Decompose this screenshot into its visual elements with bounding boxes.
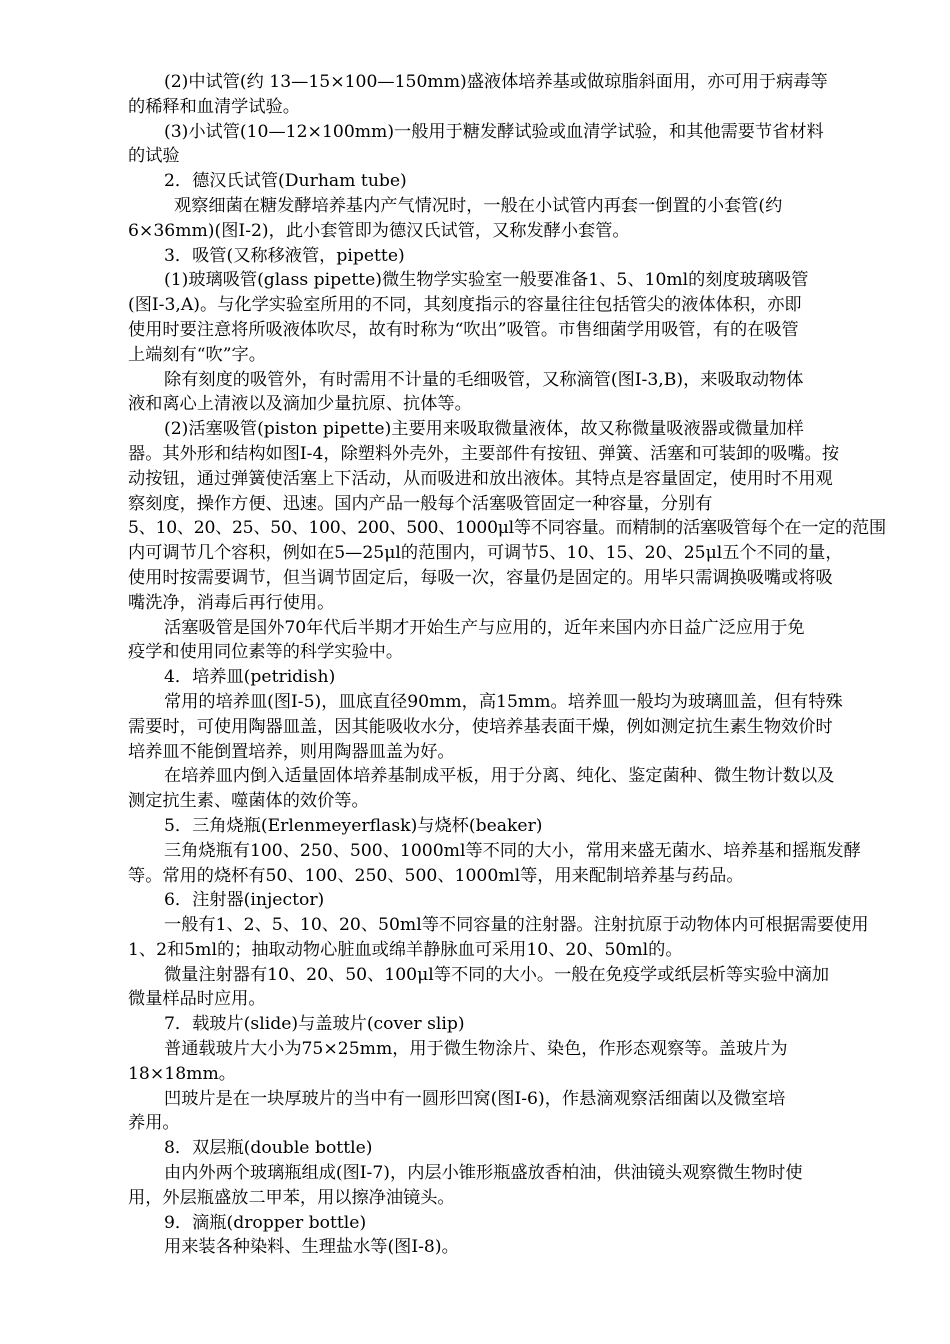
text-line: 的稀释和血清学试验。 bbox=[128, 96, 300, 117]
text-line: 除有刻度的吸管外，有时需用不计量的毛细吸管，又称滴管(图Ⅰ-3,B)，来吸取动物体 bbox=[164, 369, 804, 390]
text-line: 普通载玻片大小为75×25mm，用于微生物涂片、染色，作形态观察等。盖玻片为 bbox=[164, 1039, 788, 1060]
text-line: 5．三角烧瓶(Erlenmeyerflask)与烧杯(beaker) bbox=[164, 815, 543, 836]
text-line: (3)小试管(10—12×100mm)一般用于糖发酵试验或血清学试验，和其他需要节省材料 bbox=[164, 121, 824, 142]
text-line: 三角烧瓶有100、250、500、1000ml等不同的大小，常用来盛无菌水、培养基和摇瓶发酵 bbox=[164, 840, 861, 861]
text-line: 使用时按需要调节，但当调节固定后，每吸一次，容量仍是固定的。用毕只需调换吸嘴或将吸 bbox=[128, 567, 833, 588]
document-page bbox=[128, 70, 886, 1260]
text-line: 活塞吸管是国外70年代后半期才开始生产与应用的，近年来国内亦日益广泛应用于免 bbox=[164, 617, 805, 638]
text-line: (2)活塞吸管(piston pipette)主要用来吸取微量液体，故又称微量吸液器或微量加样 bbox=[164, 419, 804, 440]
text-line: (1)玻璃吸管(glass pipette)微生物学实验室一般要准备1、5、10ml的刻度玻璃吸管 bbox=[164, 270, 809, 291]
text-line: 微量样品时应用。 bbox=[128, 989, 266, 1010]
text-line: 培养皿不能倒置培养，则用陶器皿盖为好。 bbox=[128, 741, 455, 762]
text-line: 18×18mm。 bbox=[128, 1063, 236, 1084]
text-line: 8．双层瓶(double bottle) bbox=[164, 1138, 373, 1159]
text-line: 用来装各种染料、生理盐水等(图Ⅰ-8)。 bbox=[164, 1237, 459, 1258]
text-line: 嘴洗净，消毒后再行使用。 bbox=[128, 592, 335, 613]
text-line: 6．注射器(injector) bbox=[164, 890, 325, 911]
text-line: (图Ⅰ-3,A)。与化学实验室所用的不同，其刻度指示的容量往往包括管尖的液体体积，亦即 bbox=[128, 295, 802, 316]
text-line: 3．吸管(又称移液管，pipette) bbox=[164, 245, 405, 266]
text-line: 内可调节几个容积，例如在5—25μl的范围内，可调节5、10、15、20、25μl五个不同的量， bbox=[128, 543, 843, 564]
text-line: 5、10、20、25、50、100、200、500、1000μl等不同容量。而精制的活塞吸管每个在一定的范围 bbox=[128, 518, 886, 539]
text-line: 2．德汉氏试管(Durham tube) bbox=[164, 171, 407, 192]
text-line: 液和离心上清液以及滴加少量抗原、抗体等。 bbox=[128, 394, 472, 415]
text-line: 需要时，可使用陶器皿盖，因其能吸收水分，使培养基表面干燥，例如测定抗生素生物效价时 bbox=[128, 716, 833, 737]
text-line: 养用。 bbox=[128, 1113, 180, 1134]
text-line: 测定抗生素、噬菌体的效价等。 bbox=[128, 791, 369, 812]
text-line: 在培养皿内倒入适量固体培养基制成平板，用于分离、纯化、鉴定菌种、微生物计数以及 bbox=[164, 766, 835, 787]
text-line: (2)中试管(约 13—15×100—150mm)盛液体培养基或做琼脂斜面用，亦可用于病毒等 bbox=[164, 72, 828, 92]
text-line: 器。其外形和结构如图Ⅰ-4，除塑料外壳外，主要部件有按钮、弹簧、活塞和可装卸的吸嘴。按 bbox=[128, 443, 840, 464]
text-line: 9．滴瓶(dropper bottle) bbox=[164, 1212, 367, 1233]
text-line: 6×36mm)(图Ⅰ-2)，此小套管即为德汉氏试管，又称发酵小套管。 bbox=[128, 220, 630, 241]
text-line: 疫学和使用同位素等的科学实验中。 bbox=[128, 642, 404, 663]
text-line: 的试验 bbox=[128, 146, 180, 167]
text-line: 动按钮，通过弹簧使活塞上下活动，从而吸进和放出液体。其特点是容量固定，使用时不用观 bbox=[128, 468, 833, 489]
text-line: 7．载玻片(slide)与盖玻片(cover slip) bbox=[164, 1014, 465, 1035]
text-line: 常用的培养皿(图Ⅰ-5)，皿底直径90mm，高15mm。培养皿一般均为玻璃皿盖，但有特殊 bbox=[164, 691, 843, 712]
text-line: 微量注射器有10、20、50、100μl等不同的大小。一般在免疫学或纸层析等实验中滴加 bbox=[164, 964, 830, 985]
text-line: 使用时要注意将所吸液体吹尽，故有时称为“吹出”吸管。市售细菌学用吸管，有的在吸管 bbox=[128, 319, 799, 340]
text-line: 用，外层瓶盛放二甲苯，用以擦净油镜头。 bbox=[128, 1187, 455, 1208]
text-line: 上端刻有“吹”字。 bbox=[128, 344, 266, 365]
text-line: 一般有1、2、5、10、20、50ml等不同容量的注射器。注射抗原于动物体内可根据需要使用 bbox=[164, 915, 869, 936]
text-line: 由内外两个玻璃瓶组成(图Ⅰ-7)，内层小锥形瓶盛放香柏油，供油镜头观察微生物时使 bbox=[164, 1163, 803, 1184]
text-line: 凹玻片是在一块厚玻片的当中有一圆形凹窝(图Ⅰ-6)，作悬滴观察活细菌以及微室培 bbox=[164, 1088, 786, 1109]
text-line: 1、2和5ml的；抽取动物心脏血或绵羊静脉血可采用10、20、50ml的。 bbox=[128, 939, 683, 960]
text-line: 察刻度，操作方便、迅速。国内产品一般每个活塞吸管固定一种容量，分别有 bbox=[128, 493, 713, 514]
text-line: 等。常用的烧杯有50、100、250、500、1000ml等，用来配制培养基与药品。 bbox=[128, 865, 744, 886]
text-line: 观察细菌在糖发酵培养基内产气情况时，一般在小试管内再套一倒置的小套管(约 bbox=[174, 195, 783, 216]
text-line: 4．培养皿(petridish) bbox=[164, 667, 336, 688]
